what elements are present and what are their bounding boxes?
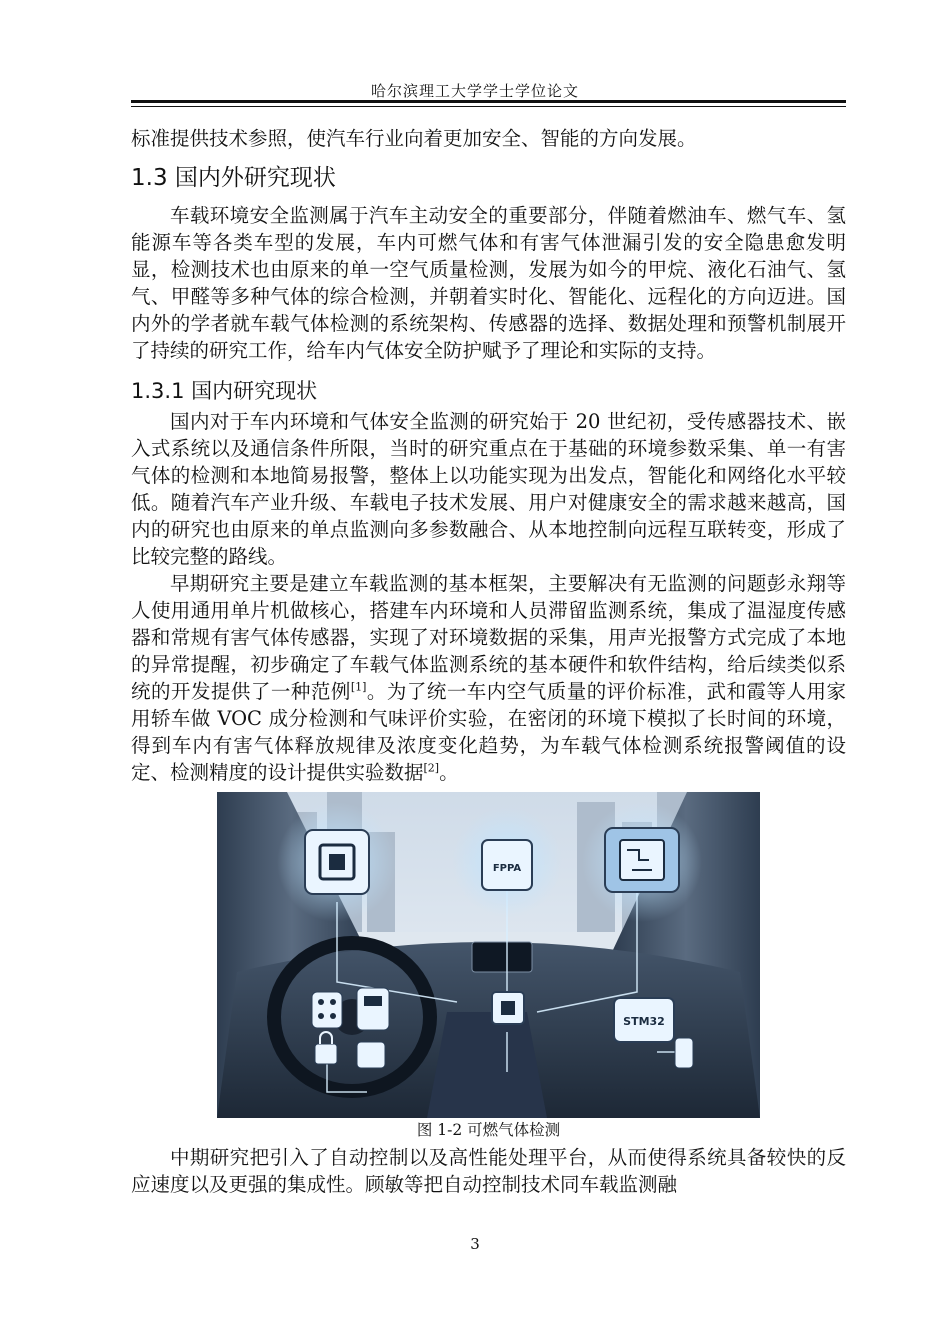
early-research-text-1: 早期研究主要是建立车载监测的基本框架，主要解决有无监测的问题彭永翔等人使用通用单片机做核心，搭建车内环境和人员滞留监测系统，集成了温湿度传感器和常规有害气体传感器，实现了对环境数据的采集，用声光报警方式完成了本地的异常提醒，初步确定了车载气体监测系统的基本硬件和软件结构，给后续类似系统的开发提供了一种范例 — [131, 572, 846, 703]
paragraph-early-research — [131, 570, 846, 786]
early-research-text-2: 。为了统一车内空气质量的评价标准，武和霞等人用家用轿车做 VOC 成分检测和气味评价实验，在密闭的环境下模拟了长时间的环境，得到车内有害气体释放规律及浓度变化趋势，为车载气体检测系统报警阈值的设定、检测精度的设计提供实验数据 — [131, 680, 846, 784]
module-icon — [357, 1042, 385, 1068]
sensor-icon-grid — [312, 992, 342, 1028]
header-rule-thin — [131, 106, 846, 107]
circuit-chip-icon — [605, 828, 679, 892]
citation-2[interactable]: [2] — [423, 761, 440, 775]
processor-icon-center — [492, 992, 524, 1024]
center-display — [472, 942, 532, 972]
center-console — [427, 1012, 547, 1118]
early-research-text-3: 。 — [439, 761, 459, 784]
fpga-chip-icon — [482, 840, 532, 890]
figure-caption: 图 1-2 可燃气体检测 — [416, 1121, 561, 1139]
subsection-heading-1-3-1: 1.3.1 国内研究现状 — [131, 379, 318, 403]
paragraph-mid-research: 中期研究把引入了自动控制以及高性能处理平台，从而使得系统具备较快的反应速度以及更强的集成性。顾敏等把自动控制技术同车载监测融 — [131, 1146, 846, 1196]
svg-text:FPPA: FPPA — [492, 863, 522, 874]
figure-1-2 — [217, 792, 760, 1142]
paragraph-domestic-overview: 国内对于车内环境和气体安全监测的研究始于 20 世纪初，受传感器技术、嵌入式系统以及通信条件所限，当时的研究重点在于基础的环境参数采集、单一有害气体的检测和本地简易报警，整体上以功能实现为出发点，智能化和网络化水平较低。随着汽车产业升级、车载电子技术发展、用户对健康安全的需求越来越高，国内的研究也由原来的单点监测向多参数融合、从本地控制向远程互联转变，形成了比较完整的路线。 — [131, 410, 846, 568]
car-interior-illustration — [217, 792, 760, 1118]
page-number: 3 — [470, 1235, 480, 1253]
running-header: 哈尔滨理工大学学士学位论文 — [370, 82, 579, 100]
stm32-chip-icon — [614, 998, 674, 1042]
smartphone-icon — [675, 1038, 693, 1068]
paragraph-section-1-3: 车载环境安全监测属于汽车主动安全的重要部分，伴随着燃油车、燃气车、氢能源车等各类车型的发展，车内可燃气体和有害气体泄漏引发的安全隐患愈发明显，检测技术也由原来的单一空气质量检测，发展为如今的甲烷、液化石油气、氢气、甲醛等多种气体的综合检测，并朝着实时化、智能化、远程化的方向迈进。国内外的学者就车载气体检测的系统架构、传感器的选择、数据处理和预警机制展开了持续的研究工作，给车内气体安全防护赋予了理论和实际的支持。 — [131, 204, 846, 362]
chip-icon-left — [305, 830, 369, 894]
gas-sensor-icon — [357, 988, 389, 1030]
paragraph-intro-continuation: 标准提供技术参照，使汽车行业向着更加安全、智能的方向发展。 — [131, 127, 697, 150]
svg-text:STM32: STM32 — [623, 1015, 665, 1028]
body-content — [131, 125, 846, 1198]
section-heading-1-3: 1.3 国内外研究现状 — [131, 165, 336, 191]
citation-1[interactable]: [1] — [350, 680, 367, 694]
header-rule-thick — [131, 100, 846, 103]
